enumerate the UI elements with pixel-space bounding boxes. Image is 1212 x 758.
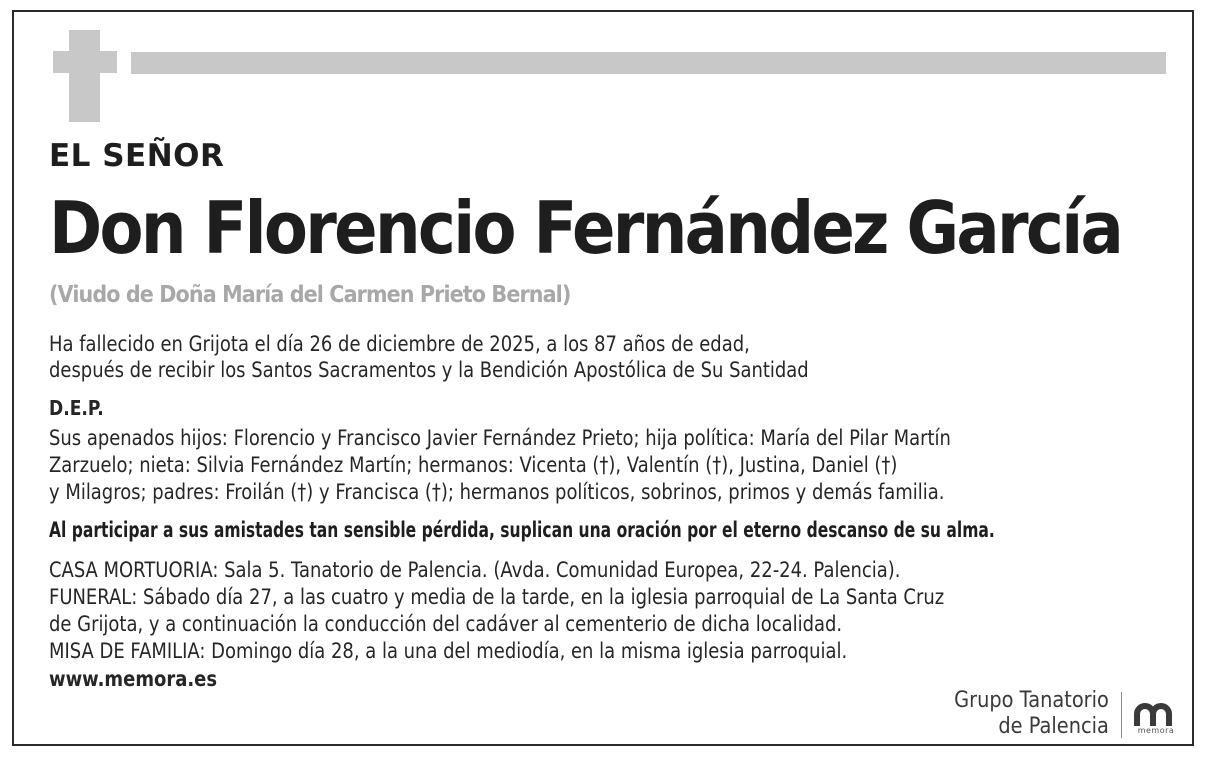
website-link[interactable]: www.memora.es [49, 667, 218, 691]
ceremony-line: FUNERAL: Sábado día 27, a las cuatro y media de la tarde, en la iglesia parroquial de La Santa Cruz [49, 585, 945, 609]
company-line: Grupo Tanatorio [954, 688, 1109, 713]
death-line: después de recibir los Santos Sacramentos y la Bendición Apostólica de Su Santidad [49, 358, 809, 382]
deceased-name: Don Florencio Fernández García [49, 186, 1122, 270]
prayer-request: Al participar a sus amistades tan sensible pérdida, suplican una oración por el eterno descanso de su alma. [49, 518, 995, 542]
ceremony-line: CASA MORTUORIA: Sala 5. Tanatorio de Palencia. (Avda. Comunidad Europea, 22-24. Palencia). [49, 558, 901, 582]
cross-icon-arm [53, 51, 117, 73]
widow-note: (Viudo de Doña María del Carmen Prieto Bernal) [49, 282, 571, 308]
header-bar [131, 52, 1166, 74]
cross-icon [69, 30, 100, 122]
family-line: Sus apenados hijos: Florencio y Francisco Javier Fernández Prieto; hija política: María del Pilar Martín [49, 426, 951, 450]
family-line: Zarzuelo; nieta: Silvia Fernández Martín; hermanos: Vicenta (†), Valentín (†), Justina, Daniel (†) [49, 453, 898, 477]
logo-divider [1121, 692, 1122, 738]
ceremony-line: MISA DE FAMILIA: Domingo día 28, a la una del mediodía, en la misma iglesia parroquial. [49, 639, 848, 663]
family-line: y Milagros; padres: Froilán (†) y Francisca (†); hermanos políticos, sobrinos, primos y demás familia. [49, 480, 945, 504]
death-line: Ha fallecido en Grijota el día 26 de diciembre de 2025, a los 87 años de edad, [49, 332, 750, 356]
rip-label: D.E.P. [49, 396, 104, 420]
logo-label: memora [1137, 726, 1175, 735]
company-name [954, 688, 1109, 740]
company-line: de Palencia [998, 714, 1109, 739]
ceremony-line: de Grijota, y a continuación la conducción del cadáver al cementerio de dicha localidad. [49, 612, 843, 636]
honorific: EL SEÑOR [49, 138, 225, 174]
